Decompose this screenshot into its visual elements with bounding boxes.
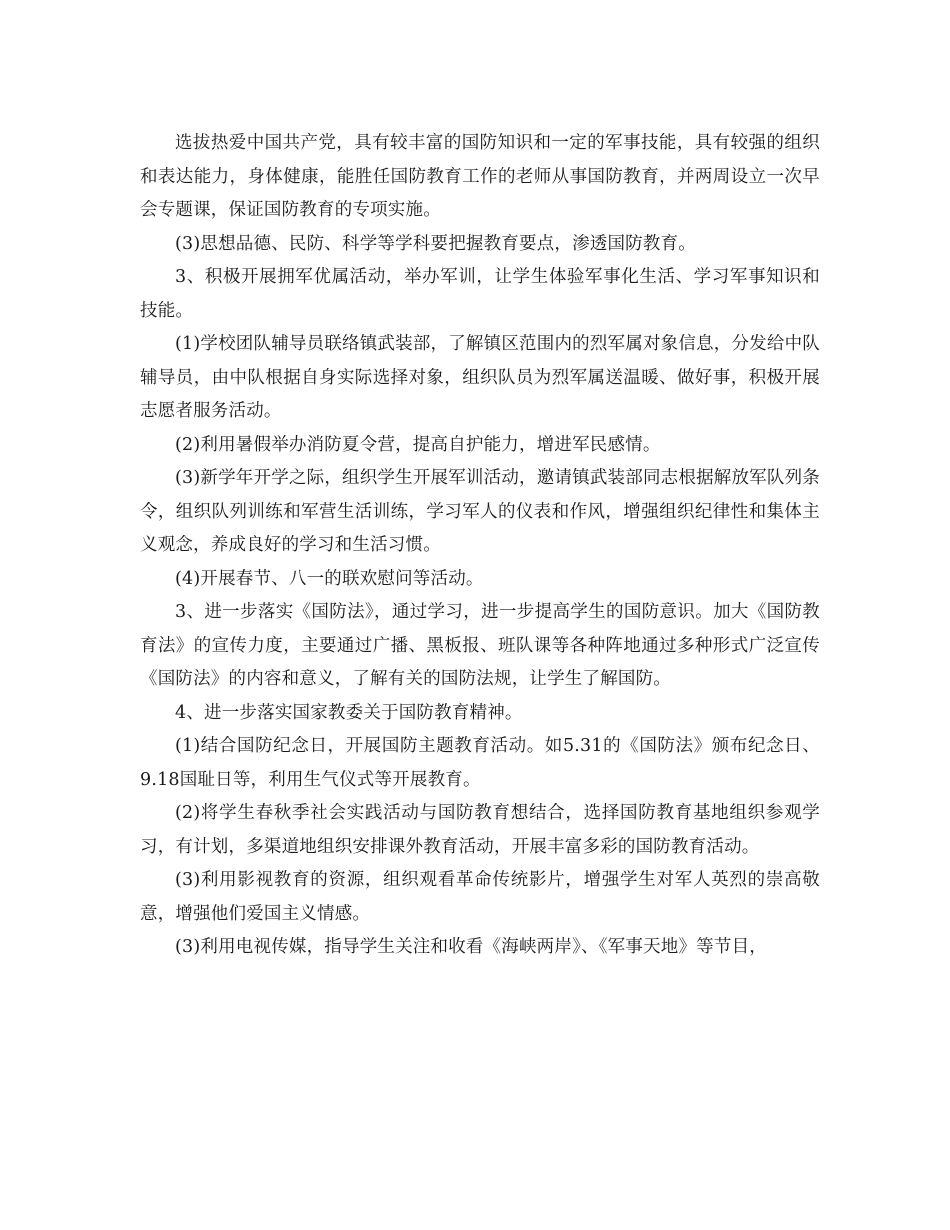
paragraph-11: (2)将学生春秋季社会实践活动与国防教育想结合，选择国防教育基地组织参观学习，有计划，多渠道地组织安排课外教育活动，开展丰富多彩的国防教育活动。 <box>140 803 820 857</box>
paragraph-2: (3)思想品德、民防、科学等学科要把握教育要点，渗透国防教育。 <box>175 233 696 254</box>
paragraph-12: (3)利用影视教育的资源，组织观看革命传统影片，增强学生对军人英烈的崇高敬意，增强他们爱国主义情感。 <box>140 870 820 924</box>
paragraph-8: 3、进一步落实《国防法》，通过学习，进一步提高学生的国防意识。加大《国防教育法》的宣传力度，主要通过广播、黑板报、班队课等各种阵地通过多种形式广泛宣传《国防法》的内容和意义，了解有关的国防法规，让学生了解国防。 <box>140 602 820 689</box>
paragraph-3: 3、积极开展拥军优属活动，举办军训，让学生体验军事化生活、学习军事知识和技能。 <box>140 267 820 321</box>
paragraph-5: (2)利用暑假举办消防夏令营，提高自护能力，增进军民感情。 <box>175 434 661 455</box>
paragraph-9: 4、进一步落实国家教委关于国防教育精神。 <box>175 702 523 723</box>
paragraph-1: 选拔热爱中国共产党，具有较丰富的国防知识和一定的军事技能，具有较强的组织和表达能力，身体健康，能胜任国防教育工作的老师从事国防教育，并两周设立一次早会专题课，保证国防教育的专项实施。 <box>140 133 820 220</box>
paragraph-10: (1)结合国防纪念日，开展国防主题教育活动。如5.31的《国防法》颁布纪念日、9.18国耻日等，利用生气仪式等开展教育。 <box>140 736 820 790</box>
paragraph-4: (1)学校团队辅导员联络镇武装部，了解镇区范围内的烈军属对象信息，分发给中队辅导员，由中队根据自身实际选择对象，组织队员为烈军属送温暖、做好事，积极开展志愿者服务活动。 <box>140 334 820 421</box>
paragraph-13: (3)利用电视传媒，指导学生关注和收看《海峡两岸》、《军事天地》等节目， <box>175 937 767 957</box>
paragraph-7: (4)开展春节、八一的联欢慰问等活动。 <box>175 568 484 589</box>
paragraph-6: (3)新学年开学之际，组织学生开展军训活动，邀请镇武装部同志根据解放军队列条令，组织队列训练和军营生活训练，学习军人的仪表和作风，增强组织纪律性和集体主义观念，养成良好的学习和生活习惯。 <box>140 468 820 555</box>
document-body <box>140 127 820 965</box>
